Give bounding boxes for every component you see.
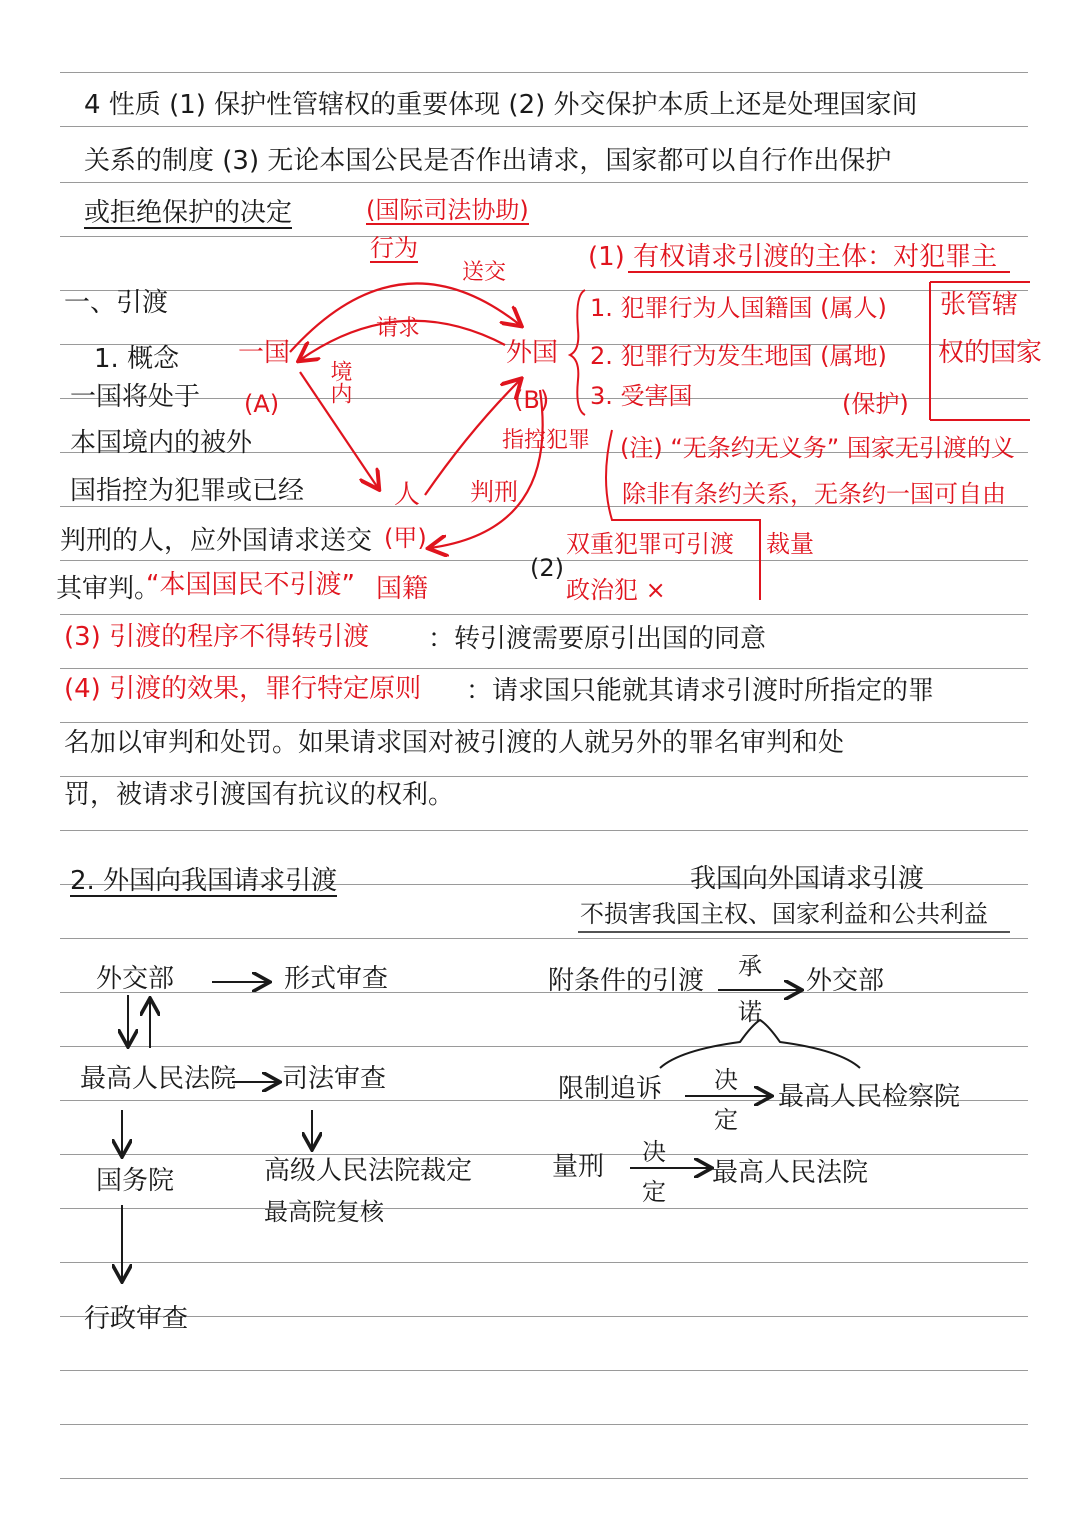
- high-court-node: 高级人民法院裁定: [264, 1156, 473, 1186]
- cn-request-heading: 我国向外国请求引渡: [690, 864, 925, 894]
- definition-line: 一国将处于: [70, 382, 201, 412]
- subject-item: 3. 受害国: [590, 382, 693, 410]
- national-non-extradition: “本国国民不引渡”: [146, 570, 355, 600]
- formal-review-node: 形式审查: [284, 964, 389, 994]
- definition-line: 其审判。: [56, 574, 161, 604]
- double-criminality: 双重犯罪可引渡: [566, 530, 734, 558]
- territory-label: 境内: [327, 360, 352, 404]
- item3-red: (3) 引渡的程序不得转引渡: [64, 622, 370, 652]
- judicial-assistance-sub: 行为: [370, 234, 418, 262]
- state-council-node: 国务院: [96, 1166, 175, 1196]
- decide2-top: 决: [642, 1138, 666, 1166]
- extradition-heading: 一、引渡: [64, 288, 169, 318]
- discretion-label: 裁量: [766, 530, 814, 558]
- definition-line: 国指控为犯罪或已经: [70, 476, 305, 506]
- request-label: 请求: [376, 316, 421, 341]
- spc-review-node: 最高院复核: [264, 1198, 384, 1226]
- foreign-request-heading: 2. 外国向我国请求引渡: [70, 866, 338, 896]
- decide-top: 决: [714, 1066, 738, 1094]
- item3-black: ：转引渡需要原引出国的同意: [428, 624, 767, 654]
- decide2-bottom: 定: [642, 1178, 666, 1206]
- person-label: 人: [394, 480, 421, 510]
- item4-black: ：请求国只能就其请求引渡时所指定的罪: [466, 676, 935, 706]
- political-offender: 政治犯 ×: [566, 576, 666, 604]
- judicial-assistance-note: (国际司法协助): [366, 196, 529, 224]
- jurisdiction-side-1: 张管辖: [940, 290, 1019, 320]
- nature-line-3: 或拒绝保护的决定: [84, 198, 293, 228]
- subject-title: (1) 有权请求引渡的主体：对犯罪主: [588, 242, 998, 272]
- treaty-note-2: 除非有条约关系，无条约一国可自由: [622, 480, 1006, 508]
- subject-item: 2. 犯罪行为发生地国 (属地): [590, 342, 887, 370]
- item2-number: (2): [530, 554, 564, 582]
- limit-prosecution: 限制追诉: [558, 1074, 663, 1104]
- nature-line-1: 4 性质 (1) 保护性管辖权的重要体现 (2) 外交保护本质上还是处理国家间: [84, 90, 918, 120]
- cn-mfa-node: 外交部: [806, 966, 885, 996]
- item4-red: (4) 引渡的效果，罪行特定原则: [64, 674, 422, 704]
- sovereignty-condition: 不损害我国主权、国家利益和公共利益: [580, 900, 988, 928]
- treaty-note-1: (注) “无条约无义务” 国家无引渡的义: [620, 434, 1015, 462]
- promise-top: 承: [738, 952, 762, 980]
- definition-line: 判刑的人，应外国请求送交: [60, 526, 373, 556]
- definition-line: 本国境内的被外: [70, 428, 253, 458]
- protect-label: (保护): [842, 390, 909, 418]
- nature-line-2: 关系的制度 (3) 无论本国公民是否作出请求，国家都可以自行作出保护: [84, 146, 892, 176]
- concept-label: 1. 概念: [94, 344, 180, 374]
- spc-node: 最高人民法院: [80, 1064, 237, 1094]
- state-a-label: 一国: [238, 338, 291, 368]
- promise-bottom: 诺: [738, 998, 762, 1026]
- mfa-node: 外交部: [96, 964, 175, 994]
- person-tag: (甲): [384, 524, 427, 552]
- admin-review-node: 行政审查: [84, 1304, 189, 1334]
- spp-node: 最高人民检察院: [778, 1082, 961, 1112]
- item4-line-3: 罚，被请求引渡国有抗议的权利。: [64, 780, 455, 810]
- item4-line-2: 名加以审判和处罚。如果请求国对被引渡的人就另外的罪名审判和处: [64, 728, 845, 758]
- foreign-tag: (B): [514, 386, 550, 414]
- deliver-label: 送交: [462, 260, 507, 285]
- nationality-label: 国籍: [376, 574, 429, 604]
- state-a-tag: (A): [244, 390, 280, 418]
- sentencing-node: 量刑: [552, 1152, 605, 1182]
- accuse-label: 指控犯罪: [502, 428, 591, 453]
- conditional-extradition: 附条件的引渡: [548, 966, 705, 996]
- cn-spc-node: 最高人民法院: [712, 1158, 869, 1188]
- foreign-label: 外国: [506, 338, 559, 368]
- decide-bottom: 定: [714, 1106, 738, 1134]
- sentence-label: 判刑: [470, 478, 518, 506]
- subject-item: 1. 犯罪行为人国籍国 (属人): [590, 294, 887, 322]
- judicial-review-node: 司法审查: [282, 1064, 387, 1094]
- brace: [570, 290, 585, 415]
- split-brace: [660, 1020, 860, 1068]
- jurisdiction-side-2: 权的国家: [938, 338, 1043, 368]
